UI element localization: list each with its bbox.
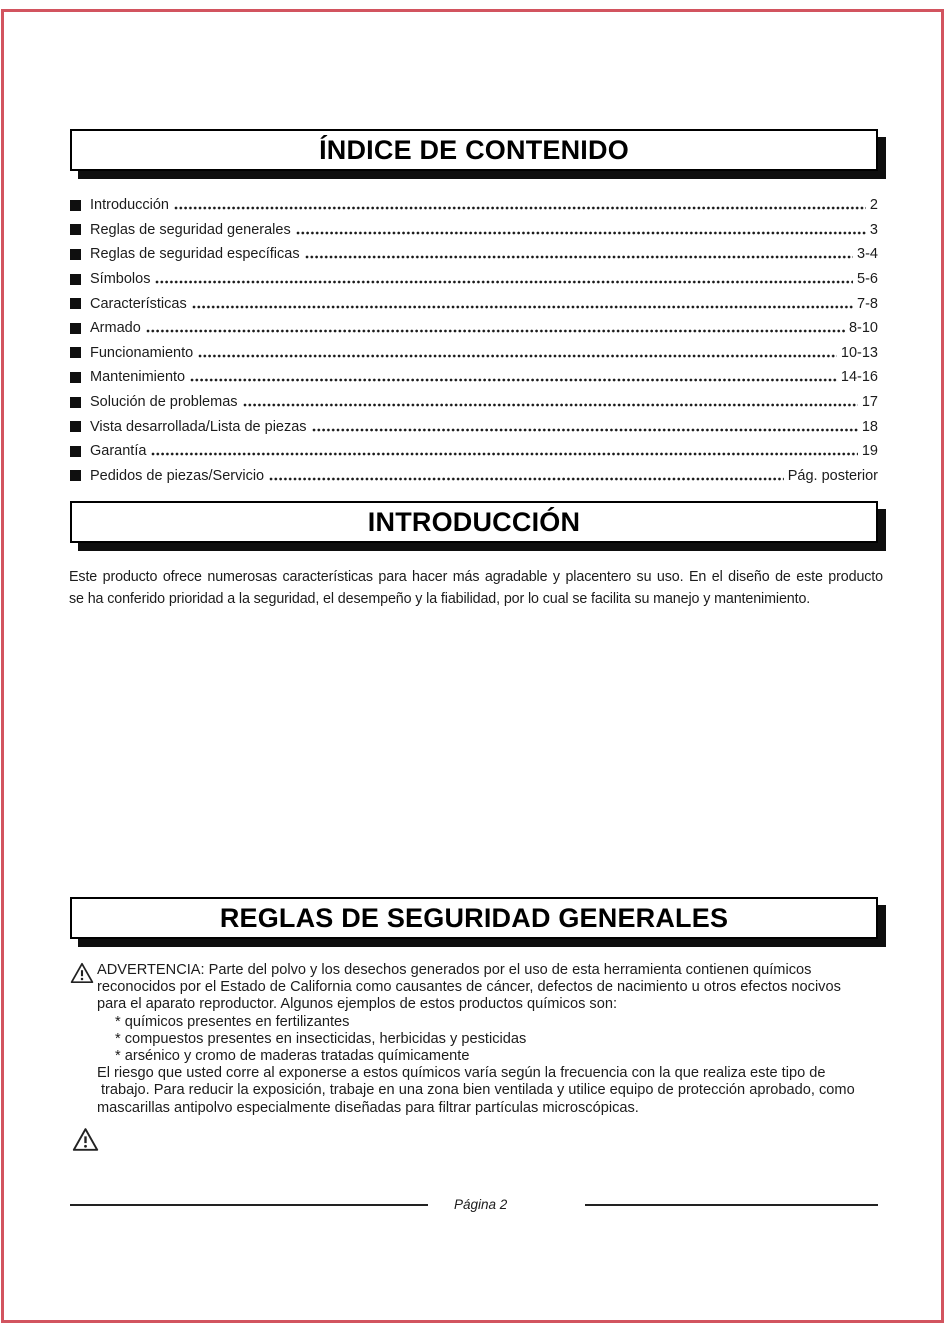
- section-title: ÍNDICE DE CONTENIDO: [319, 134, 629, 165]
- toc-label: Características: [90, 295, 187, 312]
- square-bullet-icon: [70, 372, 81, 383]
- toc-dot-leader: [312, 428, 858, 432]
- toc-dot-leader: [243, 403, 858, 407]
- toc-dot-leader: [155, 280, 853, 284]
- toc-dot-leader: [190, 378, 837, 382]
- warning-line: mascarillas antipolvo especialmente diseñadas para filtrar partículas microscópicas.: [97, 1099, 639, 1116]
- square-bullet-icon: [70, 446, 81, 457]
- warning-triangle-icon: [72, 1127, 99, 1152]
- toc-page-number: 17: [861, 394, 878, 411]
- warning-line: reconocidos por el Estado de California como causantes de cáncer, defectos de nacimiento u otros efectos nocivos: [97, 979, 841, 996]
- toc-row: [70, 291, 878, 316]
- square-bullet-icon: [70, 323, 81, 334]
- toc-label: Símbolos: [90, 271, 151, 288]
- paragraph-line: se ha conferido prioridad a la seguridad, el desempeño y la fiabilidad, por lo cual se facilita su manejo y mantenimiento.: [69, 590, 811, 607]
- page-number-label: Página 2: [454, 1197, 508, 1212]
- toc-dot-leader: [174, 206, 866, 210]
- toc-label: Vista desarrollada/Lista de piezas: [90, 418, 307, 435]
- toc-label: Pedidos de piezas/Servicio: [90, 467, 265, 484]
- warning-block: [70, 962, 882, 1117]
- page-footer: [70, 1197, 878, 1212]
- toc-page-number: 14-16: [840, 369, 878, 386]
- toc-dot-leader: [296, 231, 866, 235]
- warning-line: * químicos presentes en fertilizantes: [115, 1013, 350, 1030]
- toc-row: [70, 242, 878, 267]
- warning-line: * compuestos presentes en insecticidas, herbicidas y pesticidas: [115, 1030, 527, 1047]
- square-bullet-icon: [70, 298, 81, 309]
- square-bullet-icon: [70, 421, 81, 432]
- toc-label: Introducción: [90, 197, 169, 214]
- toc-row: [70, 439, 878, 464]
- toc-page-number: 18: [861, 418, 878, 435]
- section-title: REGLAS DE SEGURIDAD GENERALES: [219, 902, 729, 933]
- toc-page-number: 3: [869, 221, 878, 238]
- section-header-indice: [70, 129, 878, 171]
- toc-dot-leader: [192, 305, 853, 309]
- toc-dot-leader: [146, 329, 845, 333]
- toc-row: [70, 316, 878, 341]
- toc-row: [70, 267, 878, 292]
- section-header-reglas: [70, 897, 878, 939]
- warning-line: El riesgo que usted corre al exponerse a estos químicos varía según la frecuencia con la que realiza este tipo de: [97, 1065, 826, 1082]
- square-bullet-icon: [70, 224, 81, 235]
- paragraph-line: Este producto ofrece numerosas características para hacer más agradable y placentero su uso. En el diseño de este producto: [69, 569, 883, 585]
- section-title: INTRODUCCIÓN: [367, 506, 581, 537]
- toc-label: Mantenimiento: [90, 369, 186, 386]
- introduction-paragraph: [69, 567, 883, 610]
- toc-label: Funcionamiento: [90, 344, 194, 361]
- toc-page-number: 5-6: [857, 271, 878, 288]
- toc-page-number: Pág. posterior: [787, 467, 878, 484]
- toc-label: Reglas de seguridad generales: [90, 221, 291, 238]
- table-of-contents: [70, 193, 878, 488]
- square-bullet-icon: [70, 274, 81, 285]
- toc-label: Armado: [90, 320, 141, 337]
- toc-dot-leader: [198, 354, 837, 358]
- toc-page-number: 8-10: [848, 320, 878, 337]
- footer-rule-left: [70, 1204, 428, 1206]
- toc-page-number: 2: [869, 197, 878, 214]
- toc-row: [70, 365, 878, 390]
- toc-page-number: 3-4: [857, 246, 878, 263]
- toc-dot-leader: [305, 255, 853, 259]
- footer-rule-right: [585, 1204, 878, 1206]
- toc-page-number: 10-13: [840, 344, 878, 361]
- toc-dot-leader: [269, 477, 784, 481]
- toc-row: [70, 193, 878, 218]
- toc-row: [70, 218, 878, 243]
- warning-line: ADVERTENCIA: Parte del polvo y los desechos generados por el uso de esta herramienta contienen químicos: [97, 962, 812, 978]
- toc-page-number: 19: [861, 443, 878, 460]
- warning-text: [97, 962, 882, 1117]
- toc-row: [70, 464, 878, 489]
- toc-row: [70, 390, 878, 415]
- square-bullet-icon: [70, 249, 81, 260]
- toc-label: Garantía: [90, 443, 147, 460]
- warning-line: trabajo. Para reducir la exposición, trabaje en una zona bien ventilada y utilice equipo de protección aprobado, como: [101, 1082, 855, 1099]
- toc-label: Reglas de seguridad específicas: [90, 246, 300, 263]
- toc-label: Solución de problemas: [90, 394, 238, 411]
- warning-line: para el aparato reproductor. Algunos ejemplos de estos productos químicos son:: [97, 996, 618, 1013]
- square-bullet-icon: [70, 397, 81, 408]
- square-bullet-icon: [70, 200, 81, 211]
- section-header-introduccion: [70, 501, 878, 543]
- toc-page-number: 7-8: [857, 295, 878, 312]
- square-bullet-icon: [70, 470, 81, 481]
- warning-triangle-icon: [70, 962, 94, 984]
- toc-row: [70, 341, 878, 366]
- toc-row: [70, 414, 878, 439]
- square-bullet-icon: [70, 347, 81, 358]
- warning-line: * arsénico y cromo de maderas tratadas químicamente: [115, 1048, 470, 1065]
- toc-dot-leader: [151, 452, 857, 456]
